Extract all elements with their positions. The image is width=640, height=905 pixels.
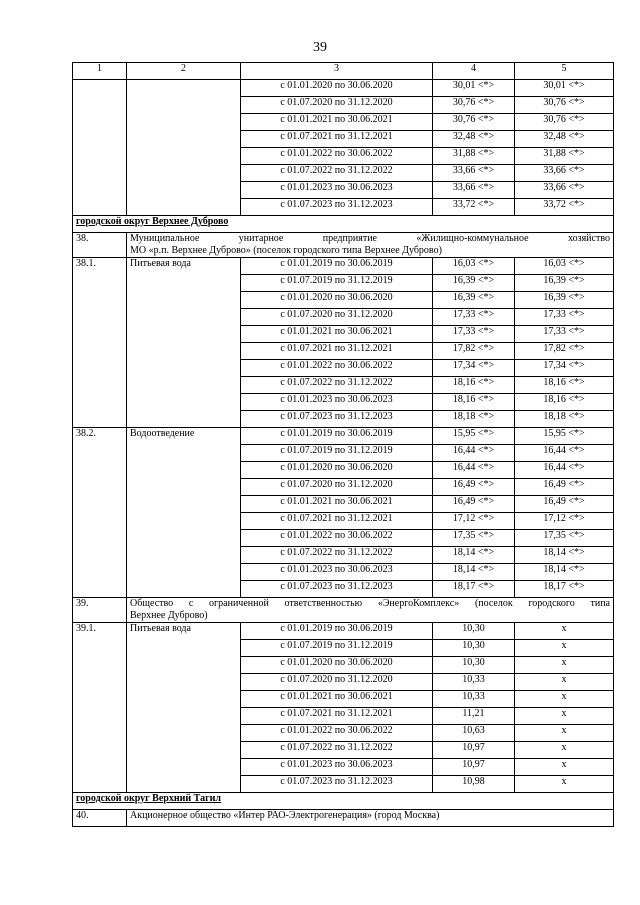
tariff-vat-cell: x [515, 623, 614, 640]
tariff-cell: 30,76 <*> [433, 114, 515, 131]
tariff-vat-cell: 17,34 <*> [515, 360, 614, 377]
tariff-cell: 16,44 <*> [433, 462, 515, 479]
tariff-cell: 30,76 <*> [433, 97, 515, 114]
period-cell: с 01.01.2021 по 30.06.2021 [241, 691, 433, 708]
table-row [73, 258, 614, 275]
period-cell: с 01.01.2019 по 30.06.2019 [241, 258, 433, 275]
period-cell: с 01.01.2022 по 30.06.2022 [241, 725, 433, 742]
period-cell: с 01.01.2023 по 30.06.2023 [241, 182, 433, 199]
period-cell: с 01.01.2021 по 30.06.2021 [241, 114, 433, 131]
tariff-cell: 10,97 [433, 742, 515, 759]
period-cell: с 01.01.2023 по 30.06.2023 [241, 564, 433, 581]
tariff-cell: 18,17 <*> [433, 581, 515, 598]
period-cell: с 01.01.2023 по 30.06.2023 [241, 394, 433, 411]
tariff-vat-cell: 16,49 <*> [515, 479, 614, 496]
tariff-vat-cell: x [515, 708, 614, 725]
period-cell: с 01.01.2019 по 30.06.2019 [241, 623, 433, 640]
tariff-cell: 31,88 <*> [433, 148, 515, 165]
tariff-vat-cell: 18,17 <*> [515, 581, 614, 598]
row-number: 38.1. [73, 258, 127, 428]
org-row [73, 810, 614, 827]
section-row [73, 216, 614, 233]
row-number: 40. [73, 810, 127, 827]
tariff-vat-cell: 17,82 <*> [515, 343, 614, 360]
period-cell: с 01.07.2022 по 31.12.2022 [241, 742, 433, 759]
tariff-vat-cell: 18,16 <*> [515, 377, 614, 394]
period-cell: с 01.01.2021 по 30.06.2021 [241, 496, 433, 513]
tariff-vat-cell: 17,33 <*> [515, 309, 614, 326]
tariff-cell: 11,21 [433, 708, 515, 725]
tariff-vat-cell: 16,39 <*> [515, 275, 614, 292]
period-cell: с 01.07.2023 по 31.12.2023 [241, 776, 433, 793]
tariff-cell: 18,16 <*> [433, 377, 515, 394]
header-cell: 3 [241, 63, 433, 80]
tariff-cell: 18,16 <*> [433, 394, 515, 411]
tariff-cell: 17,82 <*> [433, 343, 515, 360]
tariff-vat-cell: 33,66 <*> [515, 182, 614, 199]
tariff-cell: 33,72 <*> [433, 199, 515, 216]
row-number: 39. [73, 598, 127, 623]
tariff-vat-cell: 30,76 <*> [515, 97, 614, 114]
period-cell: с 01.01.2022 по 30.06.2022 [241, 530, 433, 547]
tariff-cell: 10,98 [433, 776, 515, 793]
tariff-cell: 10,33 [433, 691, 515, 708]
tariff-vat-cell: x [515, 674, 614, 691]
tariff-vat-cell: 16,44 <*> [515, 445, 614, 462]
section-title: городской округ Верхнее Дуброво [73, 216, 614, 233]
org-name: Акционерное общество «Интер РАО-Электрогенерация» (город Москва) [127, 810, 614, 827]
tariff-vat-cell: 15,95 <*> [515, 428, 614, 445]
tariff-cell: 16,39 <*> [433, 275, 515, 292]
tariff-vat-cell: 17,35 <*> [515, 530, 614, 547]
org-name [127, 598, 614, 623]
tariff-cell: 32,48 <*> [433, 131, 515, 148]
org-name-line: Муниципальное унитарное предприятие «Жилищно-коммунальное хозяйство [130, 233, 610, 244]
tariff-cell: 30,01 <*> [433, 80, 515, 97]
tariff-cell: 18,14 <*> [433, 547, 515, 564]
tariff-cell: 16,03 <*> [433, 258, 515, 275]
tariff-cell: 17,35 <*> [433, 530, 515, 547]
tariff-cell: 33,66 <*> [433, 182, 515, 199]
tariff-cell: 10,63 [433, 725, 515, 742]
tariff-vat-cell: x [515, 776, 614, 793]
period-cell: с 01.01.2022 по 30.06.2022 [241, 360, 433, 377]
period-cell: с 01.07.2019 по 31.12.2019 [241, 275, 433, 292]
tariff-cell: 10,33 [433, 674, 515, 691]
period-cell: с 01.01.2020 по 30.06.2020 [241, 462, 433, 479]
row-number: 39.1. [73, 623, 127, 793]
tariff-vat-cell: 31,88 <*> [515, 148, 614, 165]
row-number: 38.2. [73, 428, 127, 598]
tariff-vat-cell: 33,66 <*> [515, 165, 614, 182]
tariff-cell: 16,39 <*> [433, 292, 515, 309]
period-cell: с 01.01.2022 по 30.06.2022 [241, 148, 433, 165]
tariff-vat-cell: 16,03 <*> [515, 258, 614, 275]
header-cell: 5 [515, 63, 614, 80]
table-row [73, 428, 614, 445]
period-cell: с 01.01.2020 по 30.06.2020 [241, 80, 433, 97]
tariff-cell: 10,30 [433, 657, 515, 674]
period-cell: с 01.07.2023 по 31.12.2023 [241, 411, 433, 428]
tariff-vat-cell: 33,72 <*> [515, 199, 614, 216]
org-name-line: Верхнее Дуброво) [130, 610, 208, 621]
service-name: Питьевая вода [127, 623, 241, 793]
tariff-vat-cell: 18,16 <*> [515, 394, 614, 411]
period-cell: с 01.07.2020 по 31.12.2020 [241, 97, 433, 114]
tariff-vat-cell: 30,76 <*> [515, 114, 614, 131]
org-row [73, 598, 614, 623]
tariff-cell: 16,44 <*> [433, 445, 515, 462]
period-cell: с 01.07.2023 по 31.12.2023 [241, 199, 433, 216]
page-number: 39 [313, 40, 327, 55]
tariff-cell: 15,95 <*> [433, 428, 515, 445]
tariff-vat-cell: 18,14 <*> [515, 547, 614, 564]
tariff-vat-cell: x [515, 691, 614, 708]
row-number [73, 80, 127, 216]
period-cell: с 01.07.2021 по 31.12.2021 [241, 131, 433, 148]
period-cell: с 01.07.2022 по 31.12.2022 [241, 377, 433, 394]
tariff-cell: 10,30 [433, 640, 515, 657]
tariff-cell: 17,33 <*> [433, 309, 515, 326]
tariff-vat-cell: 17,12 <*> [515, 513, 614, 530]
tariff-cell: 18,14 <*> [433, 564, 515, 581]
tariff-vat-cell: x [515, 759, 614, 776]
tariff-cell: 18,18 <*> [433, 411, 515, 428]
tariff-vat-cell: 16,39 <*> [515, 292, 614, 309]
period-cell: с 01.01.2020 по 30.06.2020 [241, 292, 433, 309]
tariff-table [72, 62, 614, 827]
period-cell: с 01.01.2020 по 30.06.2020 [241, 657, 433, 674]
tariff-cell: 10,97 [433, 759, 515, 776]
service-name [127, 80, 241, 216]
section-row [73, 793, 614, 810]
tariff-vat-cell: 32,48 <*> [515, 131, 614, 148]
section-title: городской округ Верхний Тагил [73, 793, 614, 810]
tariff-vat-cell: 17,33 <*> [515, 326, 614, 343]
period-cell: с 01.07.2019 по 31.12.2019 [241, 445, 433, 462]
tariff-cell: 33,66 <*> [433, 165, 515, 182]
tariff-vat-cell: x [515, 725, 614, 742]
table-row [73, 623, 614, 640]
table-row [73, 80, 614, 97]
period-cell: с 01.07.2020 по 31.12.2020 [241, 479, 433, 496]
tariff-cell: 17,34 <*> [433, 360, 515, 377]
period-cell: с 01.07.2022 по 31.12.2022 [241, 165, 433, 182]
tariff-vat-cell: x [515, 657, 614, 674]
header-row [73, 63, 614, 80]
period-cell: с 01.07.2021 по 31.12.2021 [241, 513, 433, 530]
period-cell: с 01.01.2023 по 30.06.2023 [241, 759, 433, 776]
period-cell: с 01.07.2020 по 31.12.2020 [241, 674, 433, 691]
service-name: Питьевая вода [127, 258, 241, 428]
tariff-vat-cell: 30,01 <*> [515, 80, 614, 97]
org-row [73, 233, 614, 258]
service-name: Водоотведение [127, 428, 241, 598]
period-cell: с 01.07.2023 по 31.12.2023 [241, 581, 433, 598]
header-cell: 2 [127, 63, 241, 80]
tariff-vat-cell: 18,18 <*> [515, 411, 614, 428]
period-cell: с 01.07.2020 по 31.12.2020 [241, 309, 433, 326]
row-number: 38. [73, 233, 127, 258]
period-cell: с 01.01.2019 по 30.06.2019 [241, 428, 433, 445]
period-cell: с 01.01.2021 по 30.06.2021 [241, 326, 433, 343]
period-cell: с 01.07.2019 по 31.12.2019 [241, 640, 433, 657]
org-name-line: МО «р.п. Верхнее Дуброво» (поселок городского типа Верхнее Дуброво) [130, 245, 442, 256]
tariff-vat-cell: 16,49 <*> [515, 496, 614, 513]
org-name [127, 233, 614, 258]
tariff-cell: 16,49 <*> [433, 479, 515, 496]
period-cell: с 01.07.2021 по 31.12.2021 [241, 708, 433, 725]
tariff-cell: 16,49 <*> [433, 496, 515, 513]
period-cell: с 01.07.2021 по 31.12.2021 [241, 343, 433, 360]
period-cell: с 01.07.2022 по 31.12.2022 [241, 547, 433, 564]
header-cell: 1 [73, 63, 127, 80]
tariff-vat-cell: 18,14 <*> [515, 564, 614, 581]
tariff-cell: 17,12 <*> [433, 513, 515, 530]
tariff-vat-cell: 16,44 <*> [515, 462, 614, 479]
header-cell: 4 [433, 63, 515, 80]
tariff-vat-cell: x [515, 640, 614, 657]
org-name-line: Общество с ограниченной ответственностью «ЭнергоКомплекс» (поселок городского типа [130, 598, 610, 609]
tariff-cell: 10,30 [433, 623, 515, 640]
tariff-cell: 17,33 <*> [433, 326, 515, 343]
tariff-vat-cell: x [515, 742, 614, 759]
